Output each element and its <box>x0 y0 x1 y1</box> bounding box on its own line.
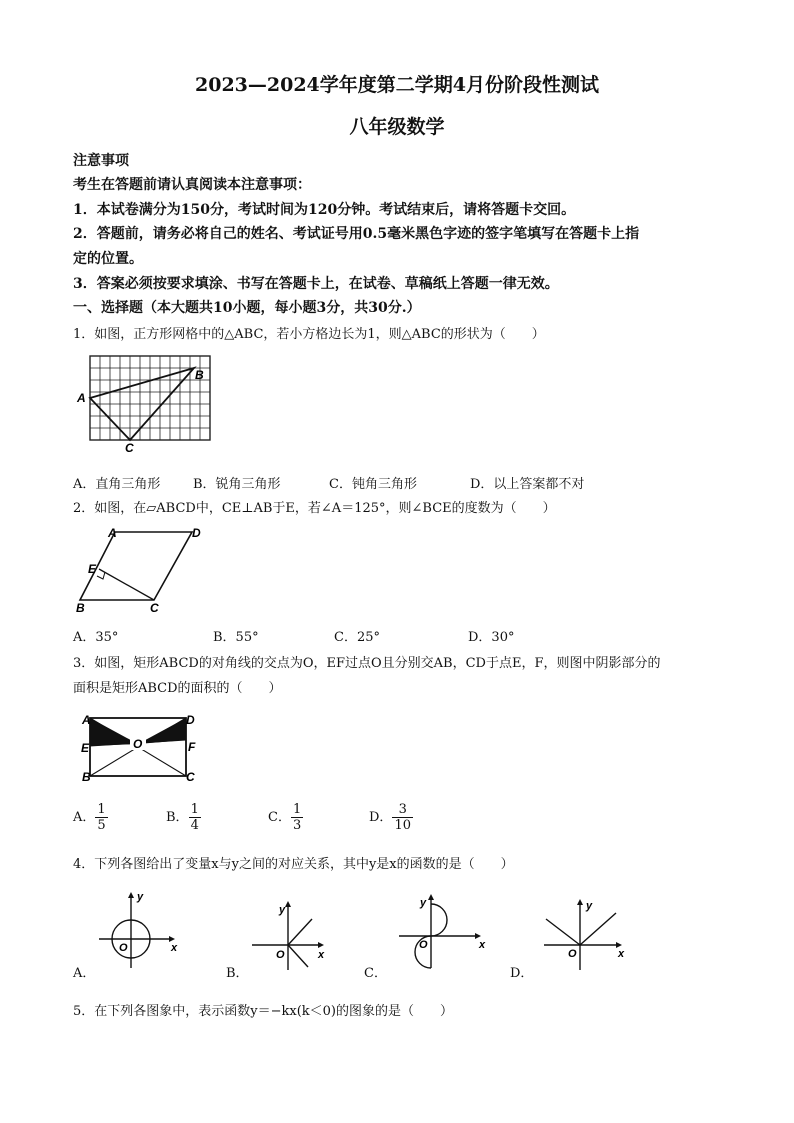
q3-option-c[interactable] <box>268 802 303 833</box>
q3-option-b-letter: B． <box>166 810 189 825</box>
q4-option-d[interactable]: D． <box>510 966 534 981</box>
q4b-x-label: x <box>318 949 325 961</box>
q4b-origin-label: O <box>276 949 285 961</box>
q2-option-d[interactable]: D．30° <box>468 630 515 645</box>
q1-grid-figure <box>74 352 224 454</box>
q2-option-c[interactable]: C．25° <box>334 630 380 645</box>
q1-label-a: A <box>77 391 86 405</box>
page-subtitle: 八年级数学 <box>349 116 445 138</box>
q4-graph-d <box>540 893 640 970</box>
q4a-y-label: y <box>137 891 144 903</box>
q3-label-a: A <box>82 713 91 727</box>
q2-parallelogram-figure <box>74 524 204 616</box>
q2-option-a[interactable]: A．35° <box>73 630 119 645</box>
q2-label-a: A <box>108 526 117 540</box>
q4a-x-label: x <box>171 942 178 954</box>
q4-graph-c <box>395 888 495 970</box>
q3-option-a-fraction: $\frac{1}{5}$ <box>97 802 106 833</box>
q3-option-d-fraction: $\frac{3}{10}$ <box>394 802 411 833</box>
q4a-origin-label: O <box>119 942 128 954</box>
q3-label-d: D <box>186 713 195 727</box>
q1-option-a[interactable]: A．直角三角形 <box>73 477 161 492</box>
q1-option-b[interactable]: B．锐角三角形 <box>193 477 281 492</box>
q3-option-b-fraction: $\frac{1}{4}$ <box>190 802 199 833</box>
q3-rectangle-figure <box>78 710 203 786</box>
q3-option-a[interactable] <box>73 802 108 833</box>
q4-graph-a <box>95 888 185 970</box>
q3-label-e: E <box>81 741 90 755</box>
notice-heading: 注意事项 <box>73 153 129 169</box>
q4b-y-label: y <box>279 904 286 916</box>
q4-option-a[interactable]: A． <box>73 966 96 981</box>
q4-option-b[interactable]: B． <box>226 966 249 981</box>
q1-option-d[interactable]: D．以上答案都不对 <box>470 477 585 492</box>
q4d-x-label: x <box>618 948 625 960</box>
notice-item-3: 3．答案必须按要求填涂、书写在答题卡上，在试卷、草稿纸上答题一律无效。 <box>73 276 559 292</box>
q2-label-e: E <box>88 562 97 576</box>
page-title: 2023—2024学年度第二学期4月份阶段性测试 <box>195 74 599 96</box>
notice-intro: 考生在答题前请认真阅读本注意事项： <box>73 177 311 193</box>
q4c-y-label: y <box>420 897 427 909</box>
q2-label-b: B <box>76 601 85 615</box>
q3-option-d-letter: D． <box>369 810 393 825</box>
q3-option-a-letter: A． <box>73 810 96 825</box>
question-4-text: 4．下列各图给出了变量x与y之间的对应关系，其中y是x的函数的是（ ） <box>73 857 514 872</box>
q3-label-c: C <box>186 770 195 784</box>
question-1-text: 1．如图，正方形网格中的△ABC，若小方格边长为1，则△ABC的形状为（ ） <box>73 327 545 342</box>
q1-label-b: B <box>195 368 204 382</box>
q3-option-d[interactable] <box>369 802 413 833</box>
q2-label-c: C <box>150 601 159 615</box>
q4c-x-label: x <box>479 939 486 951</box>
notice-item-1: 1．本试卷满分为150分，考试时间为120分钟。考试结束后，请将答题卡交回。 <box>73 202 576 218</box>
q4d-y-label: y <box>586 900 593 912</box>
q3-label-b: B <box>82 770 91 784</box>
section-heading-choice: 一、选择题（本大题共10小题，每小题3分，共30分.） <box>73 300 421 316</box>
notice-item-2-line1: 2．答题前，请务必将自己的姓名、考试证号用0.5毫米黑色字迹的签字笔填写在答题卡上指 <box>73 226 640 242</box>
q4-option-c[interactable]: C． <box>364 966 387 981</box>
question-3-text-line2: 面积是矩形ABCD的面积的（ ） <box>73 681 282 696</box>
q1-label-c: C <box>125 441 134 455</box>
q3-option-c-fraction: $\frac{1}{3}$ <box>292 802 302 833</box>
question-5-text: 5．在下列各图象中，表示函数y＝−kx(k＜0)的图象的是（ ） <box>73 1004 454 1019</box>
q3-label-f: F <box>188 740 196 754</box>
q2-label-d: D <box>192 526 201 540</box>
q2-option-b[interactable]: B．55° <box>213 630 259 645</box>
q4-graph-b <box>248 895 338 970</box>
question-2-text: 2．如图，在▱ABCD中，CE⊥AB于E，若∠A＝125°，则∠BCE的度数为（ ） <box>73 501 556 516</box>
q3-label-o: O <box>133 737 143 751</box>
q1-option-c[interactable]: C．钝角三角形 <box>329 477 417 492</box>
notice-item-2-line2: 定的位置。 <box>73 251 143 267</box>
q4c-origin-label: O <box>419 939 428 951</box>
q4d-origin-label: O <box>568 948 577 960</box>
q3-option-b[interactable] <box>166 802 201 833</box>
question-3-text-line1: 3．如图，矩形ABCD的对角线的交点为O，EF过点O且分别交AB，CD于点E，F，则图中阴影部分的 <box>73 656 661 671</box>
q3-option-c-letter: C． <box>268 810 291 825</box>
